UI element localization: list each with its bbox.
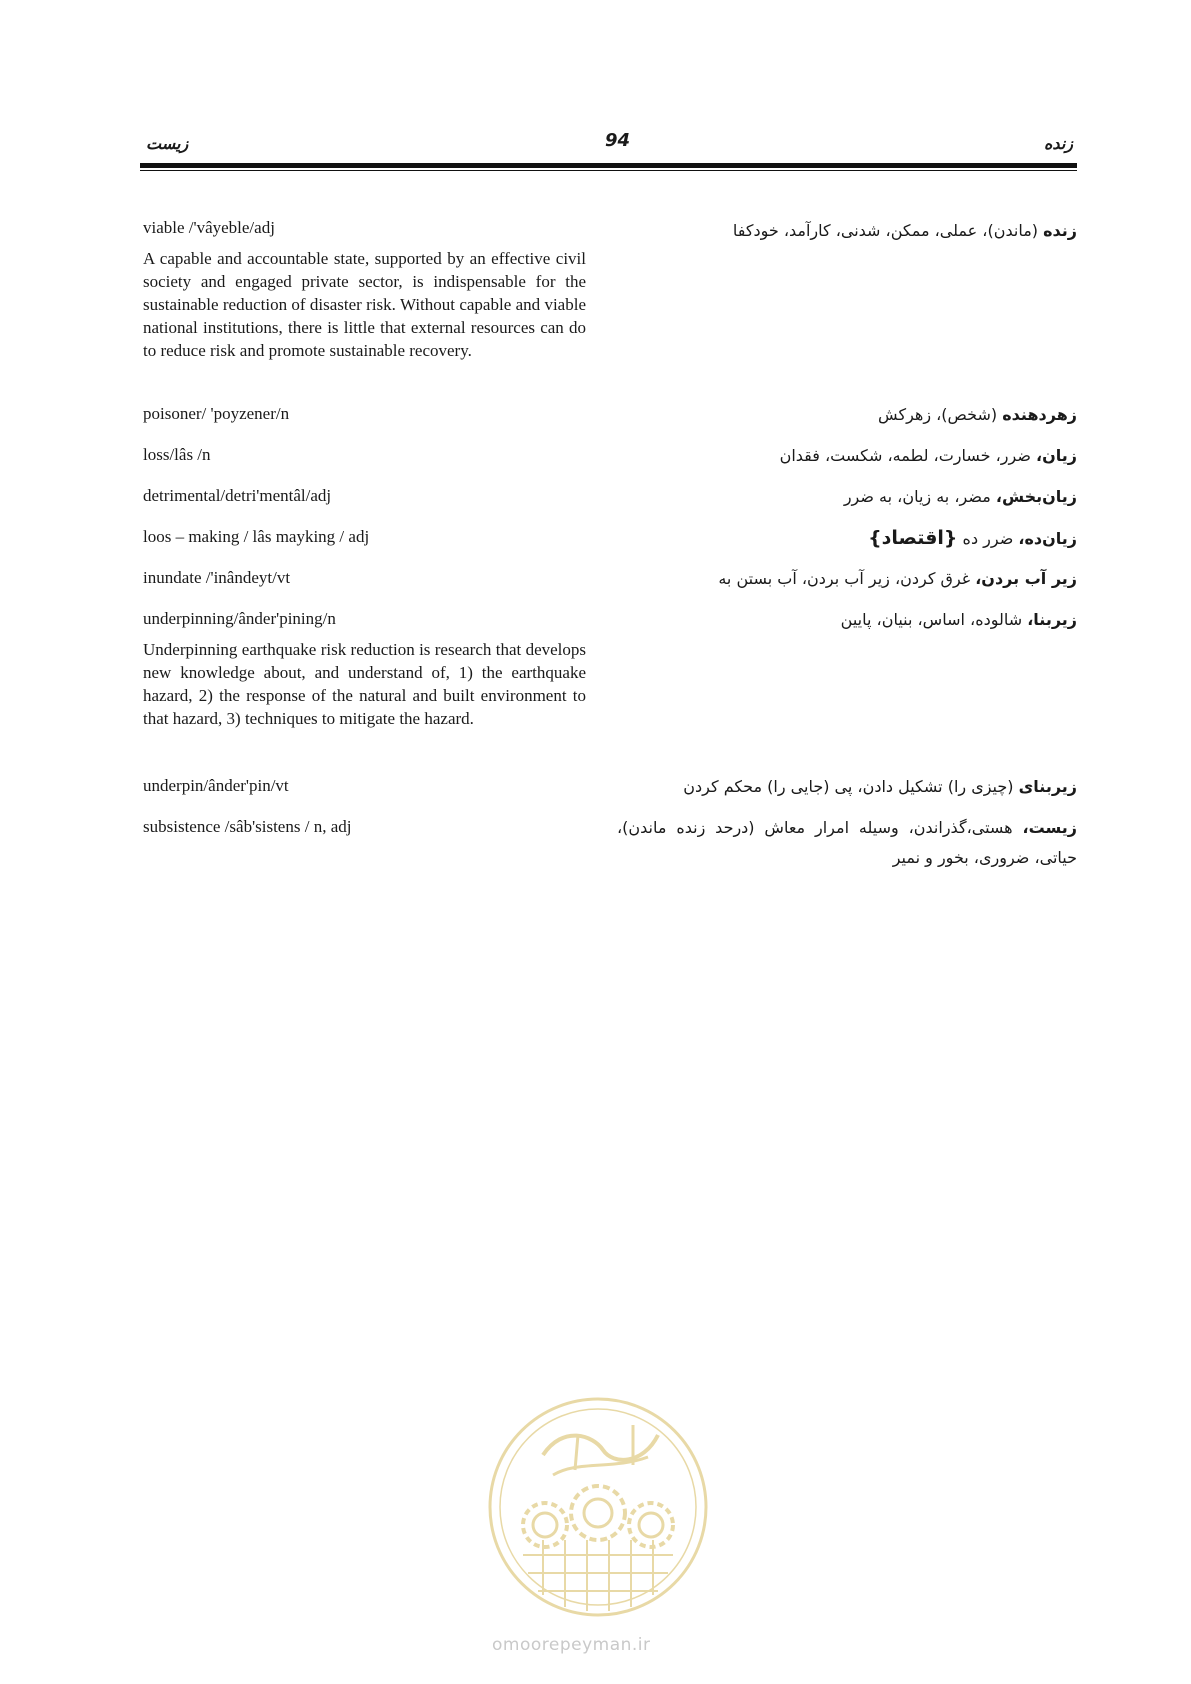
english-term: loss/lâs /n xyxy=(143,445,211,464)
header-right-term: زنده xyxy=(1044,134,1073,153)
persian-meaning: مضر، به زیان، به ضرر xyxy=(843,487,996,506)
header-rule-thin xyxy=(140,170,1077,171)
persian-term: زهردهنده xyxy=(1002,405,1077,424)
persian-meaning: ضرر ده xyxy=(957,529,1019,548)
persian-term: زیست، xyxy=(1022,818,1077,837)
persian-meaning: شالوده، اساس، بنیان، پایین xyxy=(840,610,1028,629)
persian-term: زیربنا، xyxy=(1027,610,1077,629)
persian-term: زیان‌ده، xyxy=(1018,529,1077,548)
subject-tag: {اقتصاد} xyxy=(868,527,958,549)
persian-meaning: هستی،گذراندن، وسیله امرار معاش (درحد زنده ماندن)، حیاتی، ضروری، بخور و نمیر xyxy=(617,818,1077,867)
watermark-logo xyxy=(483,1395,713,1620)
english-term: underpinning/ânder'pining/n xyxy=(143,609,336,628)
persian-definition xyxy=(617,564,1077,594)
watermark-emblem-icon xyxy=(483,1395,713,1620)
persian-term: زیان‌بخش، xyxy=(995,487,1077,506)
header-left-term: زیست xyxy=(146,134,189,153)
english-term: poisoner/ 'poyzener/n xyxy=(143,404,290,423)
english-term: underpin/ânder'pin/vt xyxy=(143,776,289,795)
persian-term: زیر آب بردن، xyxy=(975,569,1077,588)
persian-term: زیان، xyxy=(1036,446,1077,465)
english-term: viable /'vâyeble/adj xyxy=(143,218,275,237)
persian-definition xyxy=(617,441,1077,471)
persian-definition xyxy=(617,813,1077,873)
english-term: subsistence /sâb'sistens / n, adj xyxy=(143,817,352,836)
persian-definition xyxy=(617,482,1077,512)
english-term: detrimental/detri'mentâl/adj xyxy=(143,486,332,505)
persian-definition xyxy=(617,523,1077,554)
persian-definition xyxy=(617,605,1077,635)
persian-meaning: غرق کردن، زیر آب بردن، آب بستن به xyxy=(718,569,976,588)
page-header xyxy=(140,128,1077,158)
persian-term: زنده xyxy=(1043,221,1077,240)
header-rule xyxy=(140,163,1077,168)
persian-meaning: (شخص)، زهرکش xyxy=(878,405,1003,424)
persian-definition xyxy=(617,772,1077,802)
watermark-url: omoorepeyman.ir xyxy=(492,1635,651,1655)
persian-meaning: (ماندن)، عملی، ممکن، شدنی، کارآمد، خودکفا xyxy=(732,221,1044,240)
page-number: 94 xyxy=(605,130,631,151)
persian-meaning: (چیزی را) تشکیل دادن، پی (جایی را) محکم کردن xyxy=(683,777,1019,796)
persian-definition xyxy=(617,216,1077,246)
english-example: A capable and accountable state, supported by an effective civil society and engaged private sector, is indispensable for the sustainable reduction of disaster risk. Without capable and viable national institutions, there is little that external resources can do to reduce risk and promote sustainable recovery. xyxy=(143,249,586,360)
english-term: inundate /'inândeyt/vt xyxy=(143,568,291,587)
persian-meaning: ضرر، خسارت، لطمه، شکست، فقدان xyxy=(779,446,1037,465)
english-term: loos – making / lâs mayking / adj xyxy=(143,527,370,546)
persian-definition xyxy=(617,400,1077,430)
english-example: Underpinning earthquake risk reduction is research that develops new knowledge about, and understand of, 1) the earthquake hazard, 2) the response of the natural and built environment to that hazard, 3) techniques to mitigate the hazard. xyxy=(143,640,586,728)
persian-term: زیربنای xyxy=(1018,777,1077,796)
